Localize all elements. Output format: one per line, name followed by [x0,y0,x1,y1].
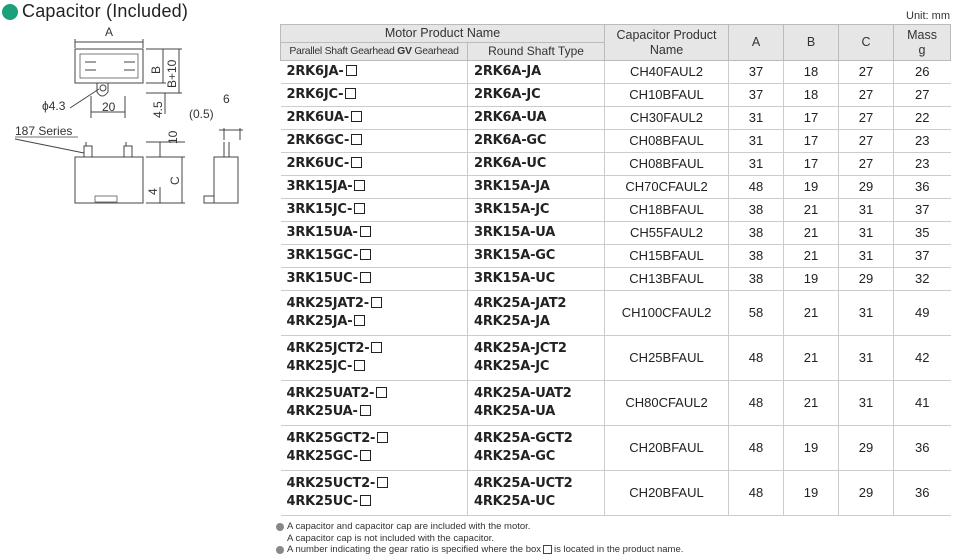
dim-a-value: 38 [729,222,784,245]
parallel-shaft-model [281,471,468,516]
parallel-shaft-model [281,245,468,268]
round-shaft-header: Round Shaft Type [468,43,605,61]
dim-b-label: B [149,65,163,74]
model-text: 3RK15A-JC [474,202,550,217]
capacitor-name: CH08BFAUL [605,130,729,153]
dim-a-value: 31 [729,153,784,176]
series-label: 187 Series [15,124,73,138]
table-row [281,199,951,222]
mass-value: 23 [894,130,951,153]
model-text: 4RK25UA- [286,404,358,419]
model-text: 4RK25JAT2- [286,296,369,311]
mass-value: 36 [894,471,951,516]
note-2: A number indicating the gear ratio is specified where the box is located in the product name. [276,544,683,556]
model-text: 3RK15A-UC [474,271,555,286]
mass-value: 26 [894,61,951,84]
dim-b-value: 21 [784,336,839,381]
dim-c-value: 31 [839,199,894,222]
gear-ratio-box-icon [371,297,382,308]
unit-label: Unit: mm [906,10,950,22]
table-row [281,130,951,153]
round-shaft-model [468,268,605,291]
parallel-shaft-model [281,199,468,222]
col-c-header: C [839,25,894,61]
model-text: 2RK6A-JA [474,64,541,79]
gear-ratio-box-icon [360,405,371,416]
model-text: 4RK25GC- [286,449,359,464]
dim-20-label: 20 [102,100,116,114]
round-shaft-model [468,336,605,381]
gear-ratio-box-icon [360,450,371,461]
mass-value: 36 [894,176,951,199]
dim-b-value: 17 [784,153,839,176]
spec-table-body [281,61,951,516]
model-text: 4RK25A-GC [474,449,556,464]
model-text: 2RK6A-JC [474,87,541,102]
capacitor-name: CH100CFAUL2 [605,291,729,336]
mass-value: 35 [894,222,951,245]
dim-b-value: 19 [784,176,839,199]
dim-b-value: 18 [784,84,839,107]
note-bullet-icon [276,523,284,531]
round-shaft-model [468,199,605,222]
round-shaft-model [468,176,605,199]
dim-a-value: 31 [729,107,784,130]
dim-a-label: A [105,25,114,39]
capacitor-dimension-drawing [0,22,275,222]
mass-value: 36 [894,426,951,471]
dim-c-label: C [168,176,182,185]
dim-c-value: 27 [839,153,894,176]
mass-value: 42 [894,336,951,381]
model-text: 3RK15A-GC [474,248,556,263]
dim-c-value: 29 [839,426,894,471]
mass-value: 23 [894,153,951,176]
model-text: 4RK25JCT2- [286,341,370,356]
model-text: 3RK15JC- [286,202,353,217]
gear-ratio-box-icon [354,203,365,214]
dim-c-value: 29 [839,176,894,199]
note-1b: A capacitor cap is not included with the capacitor. [287,532,495,544]
dim-a-value: 48 [729,176,784,199]
round-shaft-model [468,291,605,336]
table-row [281,336,951,381]
mass-value: 41 [894,381,951,426]
round-shaft-model [468,381,605,426]
dim-a-value: 58 [729,291,784,336]
dim-c-value: 31 [839,222,894,245]
side-view-body [214,157,238,203]
dim-a-value: 38 [729,245,784,268]
note-bullet-icon [276,546,284,554]
parallel-shaft-model [281,222,468,245]
table-row [281,471,951,516]
model-text: 2RK6A-GC [474,133,547,148]
gear-ratio-box-icon [360,495,371,506]
round-shaft-model [468,61,605,84]
model-text: 4RK25A-GCT2 [474,431,573,446]
gear-ratio-box-icon [354,315,365,326]
round-shaft-model [468,426,605,471]
gear-ratio-box-icon [371,342,382,353]
parallel-suffix: Gearhead [411,45,459,57]
parallel-shaft-model [281,381,468,426]
model-text: 3RK15UC- [286,271,358,286]
gear-ratio-box-icon [377,477,388,488]
model-text: 3RK15GC- [286,248,359,263]
round-shaft-model [468,107,605,130]
table-row [281,176,951,199]
table-row [281,268,951,291]
gear-ratio-box-icon [346,65,357,76]
dim-4-label: 4 [146,188,160,195]
gear-ratio-box-icon [354,180,365,191]
dim-a-value: 37 [729,61,784,84]
dim-b-value: 19 [784,471,839,516]
model-text: 4RK25JC- [286,359,353,374]
capacitor-name: CH20BFAUL [605,426,729,471]
dim-a-value: 48 [729,426,784,471]
gear-ratio-box-icon [351,157,362,168]
dim-10-label: 10 [166,130,180,144]
parallel-shaft-model [281,130,468,153]
dim-a-value: 48 [729,336,784,381]
parallel-shaft-model [281,176,468,199]
gear-ratio-box-icon [354,360,365,371]
model-text: 2RK6A-UA [474,110,547,125]
dim-b-value: 21 [784,291,839,336]
table-row [281,84,951,107]
round-shaft-model [468,130,605,153]
round-shaft-model [468,471,605,516]
capacitor-spec-table [280,24,951,516]
parallel-shaft-model [281,84,468,107]
table-row [281,381,951,426]
capacitor-name: CH70CFAUL2 [605,176,729,199]
capacitor-name: CH08BFAUL [605,153,729,176]
model-text: 2RK6A-UC [474,156,547,171]
round-shaft-model [468,84,605,107]
parallel-shaft-model [281,61,468,84]
table-row [281,426,951,471]
bullet-icon [2,4,18,20]
gear-ratio-box-icon [351,111,362,122]
dim-b-value: 19 [784,426,839,471]
model-text: 4RK25A-UA [474,404,556,419]
dim-c-value: 29 [839,268,894,291]
capacitor-name: CH30FAUL2 [605,107,729,130]
section-title-text: Capacitor (Included) [22,1,189,21]
table-row [281,153,951,176]
dim-b-value: 18 [784,61,839,84]
gear-ratio-box-icon [345,88,356,99]
capacitor-product-name-header: Capacitor Product Name [605,25,729,61]
model-text: 2RK6UC- [286,156,350,171]
model-text: 2RK6JA- [286,64,344,79]
dim-c-value: 31 [839,381,894,426]
model-text: 4RK25A-UAT2 [474,386,572,401]
table-row [281,291,951,336]
dim-a-value: 48 [729,381,784,426]
dim-b10-label: B+10 [165,59,179,88]
mass-value: 49 [894,291,951,336]
parallel-shaft-model [281,336,468,381]
mass-value: 37 [894,199,951,222]
model-text: 4RK25UAT2- [286,386,375,401]
model-text: 4RK25A-JC [474,359,550,374]
model-text: 4RK25UC- [286,494,358,509]
parallel-shaft-header [281,43,468,61]
round-shaft-model [468,153,605,176]
mass-value: 32 [894,268,951,291]
table-row [281,61,951,84]
dim-b-value: 21 [784,381,839,426]
model-text: 4RK25JA- [286,314,353,329]
parallel-shaft-model [281,107,468,130]
dim-c-value: 27 [839,84,894,107]
parallel-shaft-model [281,268,468,291]
dim-c-value: 27 [839,107,894,130]
motor-product-name-header: Motor Product Name [281,25,605,43]
gear-ratio-box-icon [376,387,387,398]
model-text: 4RK25UCT2- [286,476,376,491]
capacitor-name: CH18BFAUL [605,199,729,222]
box-icon [543,545,552,554]
dim-phi-label: ϕ4.3 [42,99,66,113]
note-1: A capacitor and capacitor cap are included with the motor. [276,521,683,533]
parallel-shaft-model [281,426,468,471]
dim-b-value: 21 [784,199,839,222]
dim-c-value: 27 [839,61,894,84]
gv-label: GV [397,45,412,57]
round-shaft-model [468,245,605,268]
model-text: 3RK15JA- [286,179,353,194]
col-a-header: A [729,25,784,61]
dim-b-value: 21 [784,222,839,245]
dim-a-value: 38 [729,199,784,222]
gear-ratio-box-icon [360,272,371,283]
dim-a-value: 48 [729,471,784,516]
table-row [281,107,951,130]
parallel-shaft-model [281,291,468,336]
model-text: 4RK25A-JCT2 [474,341,567,356]
table-row [281,245,951,268]
dim-6-label: 6 [223,92,230,106]
model-text: 3RK15A-JA [474,179,550,194]
dim-c-value: 27 [839,130,894,153]
model-text: 4RK25A-JAT2 [474,296,567,311]
capacitor-name: CH55FAUL2 [605,222,729,245]
footnotes [276,521,683,556]
model-text: 2RK6UA- [286,110,349,125]
gear-ratio-box-icon [377,432,388,443]
capacitor-name: CH15BFAUL [605,245,729,268]
mass-value: 37 [894,245,951,268]
section-title [2,1,188,22]
dim-b-value: 21 [784,245,839,268]
round-shaft-model [468,222,605,245]
dim-c-value: 31 [839,245,894,268]
dim-b-value: 17 [784,107,839,130]
mass-unit: g [918,42,926,57]
model-text: 4RK25A-UC [474,494,555,509]
mass-label: Mass [907,27,937,42]
dim-c-value: 31 [839,336,894,381]
dim-a-value: 37 [729,84,784,107]
capacitor-name: CH20BFAUL [605,471,729,516]
dim-a-value: 38 [729,268,784,291]
mass-header [894,25,951,61]
model-text: 3RK15UA- [286,225,358,240]
dim-45-label: 4.5 [151,101,165,118]
gear-ratio-box-icon [360,249,371,260]
gear-ratio-box-icon [351,134,362,145]
capacitor-name: CH10BFAUL [605,84,729,107]
parallel-shaft-model [281,153,468,176]
model-text: 3RK15A-UA [474,225,556,240]
model-text: 4RK25A-UCT2 [474,476,573,491]
model-text: 2RK6GC- [286,133,350,148]
model-text: 2RK6JC- [286,87,344,102]
model-text: 4RK25A-JA [474,314,550,329]
mass-value: 22 [894,107,951,130]
dim-c-value: 31 [839,291,894,336]
dim-05-label: (0.5) [189,107,214,121]
capacitor-name: CH80CFAUL2 [605,381,729,426]
col-b-header: B [784,25,839,61]
dim-b-value: 19 [784,268,839,291]
dim-a-value: 31 [729,130,784,153]
capacitor-name: CH40FAUL2 [605,61,729,84]
gear-ratio-box-icon [360,226,371,237]
table-row [281,222,951,245]
model-text: 4RK25GCT2- [286,431,376,446]
mass-value: 27 [894,84,951,107]
dim-c-value: 29 [839,471,894,516]
capacitor-name: CH25BFAUL [605,336,729,381]
parallel-prefix: Parallel Shaft Gearhead [289,45,398,57]
capacitor-name: CH13BFAUL [605,268,729,291]
dim-b-value: 17 [784,130,839,153]
